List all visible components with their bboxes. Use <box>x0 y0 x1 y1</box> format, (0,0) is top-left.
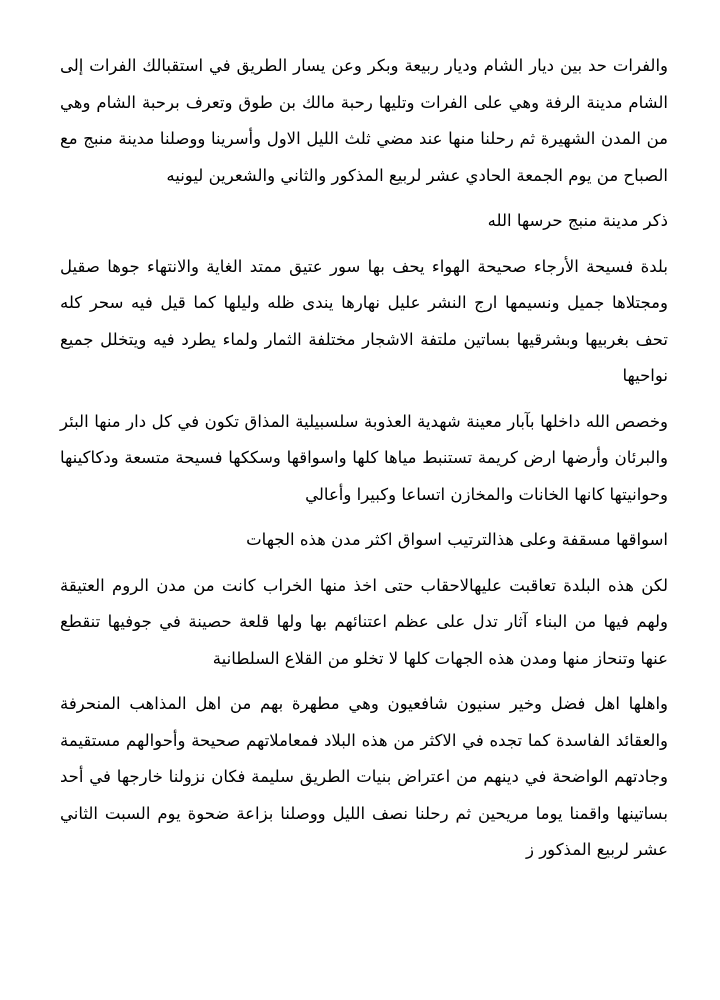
section-heading-manbij: ذكر مدينة منبج حرسها الله <box>487 211 668 230</box>
paragraph-wells-and-markets: وخصص الله داخلها بآبار معينة شهدية العذوبة سلسبيلية المذاق تكون في كل دار منها البئر والبرئان وأرضها ارض كريمة تستنبط مياها كلها واسواقها وسككها فسيحة متسعة ودكاكينها وحوانيتها كانها الخانات والمخازن اتساعا وكبيرا وأعالي <box>60 411 668 504</box>
paragraph-inhabitants: واهلها اهل فضل وخير سنيون شافعيون وهي مطهرة بهم من اهل المذاهب المنحرفة والعقائد الفاسدة كما تجده في الاكثر من هذه البلاد فمعاملاتهم صحيحة وأحوالهم مستقيمة وجادتهم الواضحة في دينهم من اعتراض بنيات الطريق سليمة فكان نزولنا خارجها في أحد بساتينها واقمنا يوما مريحين ثم رحلنا نصف الليل ووصلنا بزاعة ضحوة يوم السبت الثاني عشر لربيع المذكور ز <box>60 694 668 859</box>
document-page <box>60 48 668 869</box>
paragraph-covered-markets: اسواقها مسقفة وعلى هذالترتيب اسواق اكثر مدن هذه الجهات <box>246 530 668 549</box>
paragraph-ruins-and-citadel: لكن هذه البلدة تعاقبت عليهالاحقاب حتى اخذ منها الخراب كانت من مدن الروم العتيقة ولهم فيها من البناء آثار تدل على عظم اعتنائهم بها ولها قلعة حصينة في جوفيها تنقطع عنها وتنحاز منها ومدن هذه الجهات كلها لا تخلو من القلاع السلطانية <box>60 575 668 668</box>
paragraph-euphrates-journey: والفرات حد بين ديار الشام وديار ربيعة وبكر وعن يسار الطريق في استقبالك الفرات إلى الشام مدينة الرفة وهي على الفرات وتليها رحبة مالك بن طوق وتعرف برحبة الشام وهي من المدن الشهيرة ثم رحلنا منها عند مضي ثلث الليل الاول وأسرينا ووصلنا مدينة منبج مع الصباح من يوم الجمعة الحادي عشر لربيع المذكور والثاني والشعرين ليونيه <box>60 56 668 185</box>
paragraph-city-description: بلدة فسيحة الأرجاء صحيحة الهواء يحف بها سور عتيق ممتد الغاية والانتهاء جوها صقيل ومجتلاها جميل ونسيمها ارج النشر عليل نهارها يندى ظله وليلها كما قيل فيه سحر كله تحف بغربيها وبشرقيها بساتين ملتفة الاشجار مختلفة الثمار ولماء يطرد فيه ويتخلل جميع نواحيها <box>60 256 668 385</box>
